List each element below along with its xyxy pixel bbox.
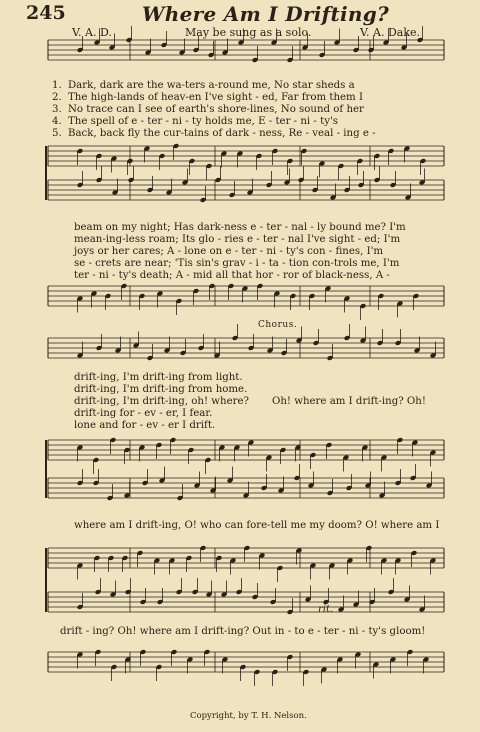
music-credit: V. A. Dake. (360, 26, 421, 39)
verse-line: 2. The high-lands of heav-en I've sight - ed, Far from them I (52, 92, 363, 103)
verse-line: 5. Back, back fly the cur-tains of dark - ness, Re - veal - ing e - (52, 128, 376, 139)
staff (48, 437, 444, 474)
verse-continuation: ter - ni - ty's death; A - mid all that hor - ror of black-ness, A - (74, 270, 390, 281)
verse-continuation: beam on my night; Has dark-ness e - ter - nal - ly bound me? I'm (74, 222, 406, 233)
staff (48, 464, 444, 501)
tempo-mark: rit. (318, 604, 334, 615)
staff (48, 166, 444, 203)
verse-line: 4. The spell of e - ter - ni - ty holds me, E - ter - ni - ty's (52, 116, 338, 127)
copyright-notice: Copyright, by T. H. Nelson. (190, 711, 307, 721)
staff (48, 578, 444, 615)
performance-note: May be sung as a solo. (185, 26, 312, 39)
verse-line: 1. Dark, dark are the wa-ters a-round me, No star sheds a (52, 80, 355, 91)
verse-continuation: joys or her cares; A - lone on e - ter - ni - ty's con - fines, I'm (74, 246, 384, 257)
chorus-line: drift-ing, I'm drift-ing, oh! where? (74, 396, 249, 407)
staff (48, 283, 444, 320)
chorus-line: drift-ing, I'm drift-ing from home. (74, 384, 248, 395)
staff (48, 143, 444, 180)
chorus-line: lone and for - ev - er I drift. (74, 420, 216, 431)
staff (48, 324, 444, 361)
hymn-number: 245 (26, 2, 66, 24)
staff (48, 545, 444, 582)
chorus-line: drift-ing for - ev - er, I fear. (74, 408, 213, 419)
words-credit: V. A. D. (72, 26, 112, 39)
chorus-line: drift-ing, I'm drift-ing from light. (74, 372, 243, 383)
chorus-lyric-line: where am I drift-ing, O! who can fore-tell me my doom? O! where am I (74, 520, 440, 531)
verse-continuation: se - crets are near; 'Tis sin's grav - i - ta - tion con-trols me, I'm (74, 258, 400, 269)
staff (48, 649, 444, 686)
verse-continuation: mean-ing-less roam; Its glo - ries e - ter - nal I've sight - ed; I'm (74, 234, 401, 245)
chorus-lyric-line: drift - ing? Oh! where am I drift-ing? Out in - to e - ter - ni - ty's gloom! (60, 626, 426, 637)
hymn-title: Where Am I Drifting? (142, 2, 390, 26)
chorus-refrain: Oh! where am I drift-ing? Oh! (272, 396, 426, 407)
chorus-label: Chorus. (258, 320, 298, 330)
verse-line: 3. No trace can I see of earth's shore-lines, No sound of her (52, 104, 364, 115)
